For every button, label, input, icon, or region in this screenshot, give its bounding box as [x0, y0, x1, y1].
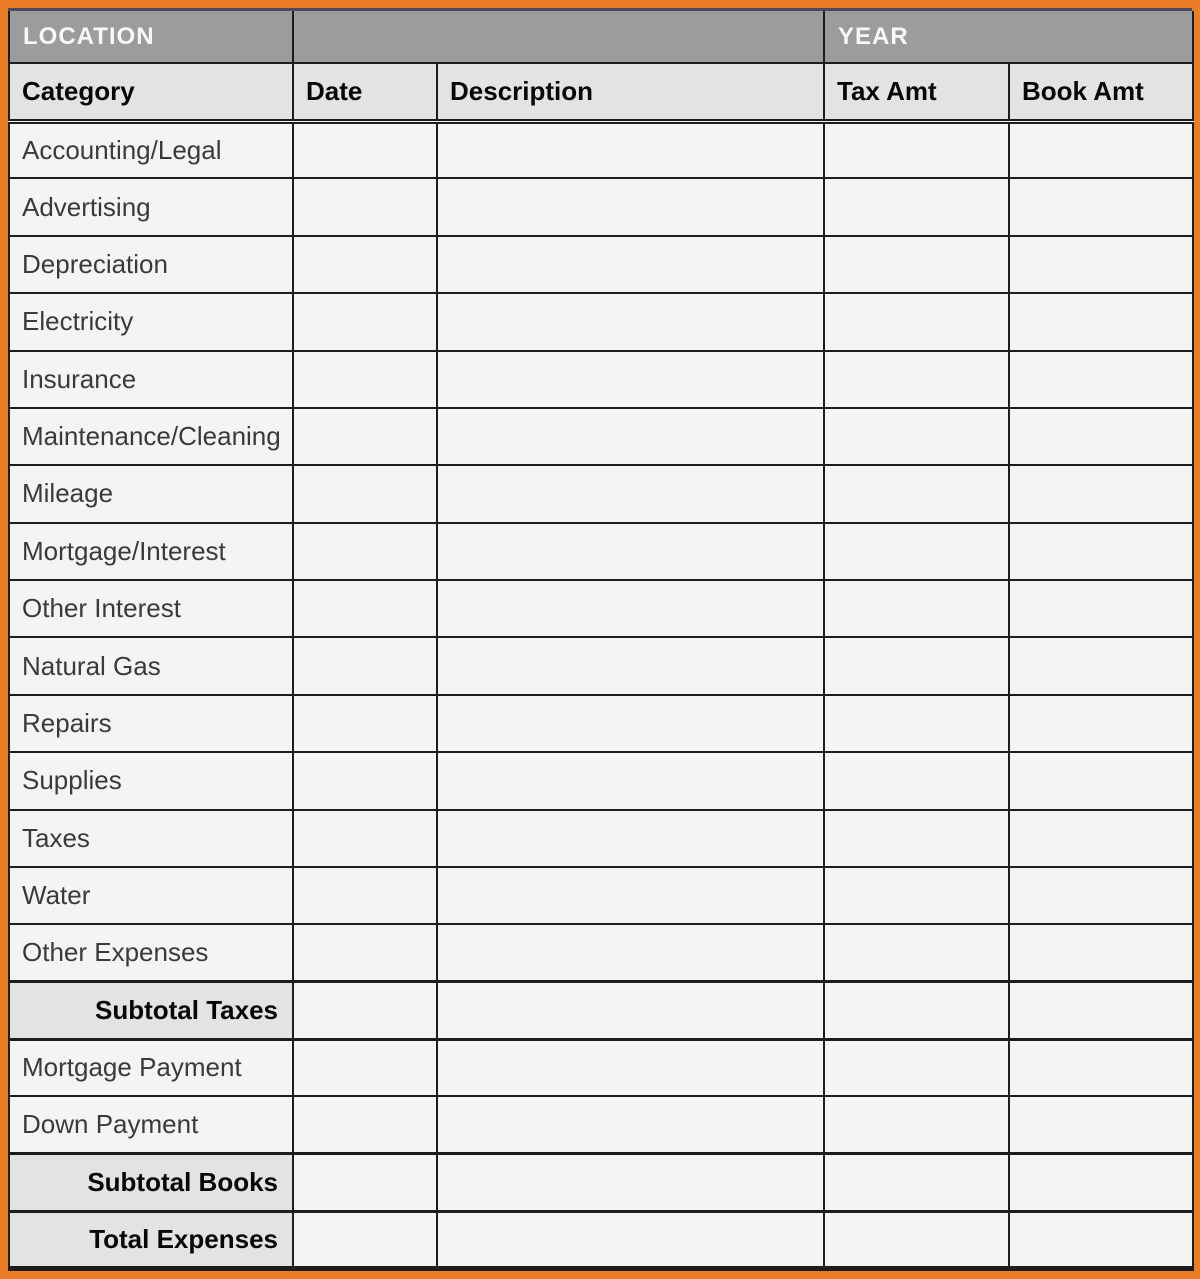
cell-down-payment-date[interactable] — [293, 1096, 437, 1153]
row-label-water: Water — [9, 867, 293, 924]
table-row-down-payment — [9, 1096, 1193, 1153]
table-row-maintenance-cleaning — [9, 408, 1193, 465]
table-row-advertising — [9, 178, 1193, 235]
cell-other-interest-tax_amt[interactable] — [824, 580, 1009, 637]
cell-repairs-book_amt[interactable] — [1009, 695, 1193, 752]
cell-mortgage-payment-tax_amt[interactable] — [824, 1039, 1009, 1096]
cell-depreciation-description[interactable] — [437, 236, 824, 293]
top-band-row — [9, 11, 1193, 63]
cell-other-expenses-date[interactable] — [293, 924, 437, 981]
row-label-mortgage-payment: Mortgage Payment — [9, 1039, 293, 1096]
table-row-natural-gas — [9, 637, 1193, 694]
column-header-row — [9, 63, 1193, 121]
table-row-repairs — [9, 695, 1193, 752]
cell-other-expenses-tax_amt[interactable] — [824, 924, 1009, 981]
table-row-insurance — [9, 351, 1193, 408]
cell-taxes-description[interactable] — [437, 810, 824, 867]
cell-subtotal-books-date[interactable] — [293, 1154, 437, 1211]
row-label-other-interest: Other Interest — [9, 580, 293, 637]
row-label-other-expenses: Other Expenses — [9, 924, 293, 981]
cell-supplies-tax_amt[interactable] — [824, 752, 1009, 809]
row-label-advertising: Advertising — [9, 178, 293, 235]
cell-mortgage-payment-description[interactable] — [437, 1039, 824, 1096]
cell-down-payment-book_amt[interactable] — [1009, 1096, 1193, 1153]
cell-other-interest-book_amt[interactable] — [1009, 580, 1193, 637]
cell-electricity-date[interactable] — [293, 293, 437, 350]
row-label-supplies: Supplies — [9, 752, 293, 809]
cell-total-expenses-book_amt[interactable] — [1009, 1211, 1193, 1268]
cell-advertising-tax_amt[interactable] — [824, 178, 1009, 235]
cell-mortgage-interest-tax_amt[interactable] — [824, 523, 1009, 580]
cell-advertising-description[interactable] — [437, 178, 824, 235]
cell-water-book_amt[interactable] — [1009, 867, 1193, 924]
table-row-mortgage-payment — [9, 1039, 1193, 1096]
cell-other-expenses-description[interactable] — [437, 924, 824, 981]
cell-maintenance-cleaning-tax_amt[interactable] — [824, 408, 1009, 465]
cell-maintenance-cleaning-book_amt[interactable] — [1009, 408, 1193, 465]
row-label-natural-gas: Natural Gas — [9, 637, 293, 694]
row-label-subtotal-taxes: Subtotal Taxes — [9, 982, 293, 1039]
cell-electricity-book_amt[interactable] — [1009, 293, 1193, 350]
row-label-accounting-legal: Accounting/Legal — [9, 121, 293, 178]
cell-supplies-date[interactable] — [293, 752, 437, 809]
row-label-depreciation: Depreciation — [9, 236, 293, 293]
cell-depreciation-tax_amt[interactable] — [824, 236, 1009, 293]
cell-mileage-tax_amt[interactable] — [824, 465, 1009, 522]
cell-repairs-tax_amt[interactable] — [824, 695, 1009, 752]
cell-advertising-book_amt[interactable] — [1009, 178, 1193, 235]
cell-supplies-book_amt[interactable] — [1009, 752, 1193, 809]
table-row-other-expenses — [9, 924, 1193, 981]
row-label-mileage: Mileage — [9, 465, 293, 522]
cell-insurance-date[interactable] — [293, 351, 437, 408]
cell-accounting-legal-tax_amt[interactable] — [824, 121, 1009, 178]
cell-water-tax_amt[interactable] — [824, 867, 1009, 924]
cell-subtotal-taxes-tax_amt[interactable] — [824, 982, 1009, 1039]
cell-mortgage-payment-date[interactable] — [293, 1039, 437, 1096]
cell-subtotal-taxes-description[interactable] — [437, 982, 824, 1039]
cell-water-date[interactable] — [293, 867, 437, 924]
table-row-water — [9, 867, 1193, 924]
cell-depreciation-date[interactable] — [293, 236, 437, 293]
cell-maintenance-cleaning-date[interactable] — [293, 408, 437, 465]
cell-depreciation-book_amt[interactable] — [1009, 236, 1193, 293]
column-header-description: Description — [437, 63, 824, 121]
cell-mileage-book_amt[interactable] — [1009, 465, 1193, 522]
cell-mortgage-interest-date[interactable] — [293, 523, 437, 580]
cell-taxes-date[interactable] — [293, 810, 437, 867]
cell-insurance-tax_amt[interactable] — [824, 351, 1009, 408]
row-label-subtotal-books: Subtotal Books — [9, 1154, 293, 1211]
table-row-mileage — [9, 465, 1193, 522]
cell-accounting-legal-description[interactable] — [437, 121, 824, 178]
cell-mortgage-payment-book_amt[interactable] — [1009, 1039, 1193, 1096]
column-header-category: Category — [9, 63, 293, 121]
cell-electricity-description[interactable] — [437, 293, 824, 350]
row-label-taxes: Taxes — [9, 810, 293, 867]
table-row-supplies — [9, 752, 1193, 809]
cell-taxes-book_amt[interactable] — [1009, 810, 1193, 867]
cell-maintenance-cleaning-description[interactable] — [437, 408, 824, 465]
year-header[interactable]: YEAR — [824, 11, 1193, 63]
table-row-subtotal-taxes — [9, 982, 1193, 1039]
cell-insurance-description[interactable] — [437, 351, 824, 408]
cell-natural-gas-description[interactable] — [437, 637, 824, 694]
cell-insurance-book_amt[interactable] — [1009, 351, 1193, 408]
table-row-other-interest — [9, 580, 1193, 637]
cell-advertising-date[interactable] — [293, 178, 437, 235]
cell-repairs-description[interactable] — [437, 695, 824, 752]
table-row-depreciation — [9, 236, 1193, 293]
cell-total-expenses-description[interactable] — [437, 1211, 824, 1268]
expense-table — [8, 11, 1194, 1271]
cell-total-expenses-date[interactable] — [293, 1211, 437, 1268]
row-label-down-payment: Down Payment — [9, 1096, 293, 1153]
cell-mileage-date[interactable] — [293, 465, 437, 522]
cell-accounting-legal-date[interactable] — [293, 121, 437, 178]
row-label-maintenance-cleaning: Maintenance/Cleaning — [9, 408, 293, 465]
cell-mortgage-interest-book_amt[interactable] — [1009, 523, 1193, 580]
cell-natural-gas-tax_amt[interactable] — [824, 637, 1009, 694]
cell-down-payment-description[interactable] — [437, 1096, 824, 1153]
row-label-total-expenses: Total Expenses — [9, 1211, 293, 1268]
cell-electricity-tax_amt[interactable] — [824, 293, 1009, 350]
cell-down-payment-tax_amt[interactable] — [824, 1096, 1009, 1153]
cell-other-interest-description[interactable] — [437, 580, 824, 637]
cell-total-expenses-tax_amt[interactable] — [824, 1211, 1009, 1268]
cell-supplies-description[interactable] — [437, 752, 824, 809]
location-value-cell[interactable] — [293, 11, 824, 63]
cell-other-expenses-book_amt[interactable] — [1009, 924, 1193, 981]
cell-subtotal-taxes-date[interactable] — [293, 982, 437, 1039]
cell-mortgage-interest-description[interactable] — [437, 523, 824, 580]
table-body — [9, 121, 1193, 1269]
column-header-date: Date — [293, 63, 437, 121]
table-row-taxes — [9, 810, 1193, 867]
row-label-mortgage-interest: Mortgage/Interest — [9, 523, 293, 580]
column-header-tax-amt: Tax Amt — [824, 63, 1009, 121]
expense-worksheet — [8, 8, 1192, 1271]
table-row-total-expenses — [9, 1211, 1193, 1268]
cell-natural-gas-date[interactable] — [293, 637, 437, 694]
location-header: LOCATION — [9, 11, 293, 63]
table-row-accounting-legal — [9, 121, 1193, 178]
cell-mileage-description[interactable] — [437, 465, 824, 522]
row-label-repairs: Repairs — [9, 695, 293, 752]
cell-subtotal-books-description[interactable] — [437, 1154, 824, 1211]
cell-accounting-legal-book_amt[interactable] — [1009, 121, 1193, 178]
row-label-electricity: Electricity — [9, 293, 293, 350]
table-row-subtotal-books — [9, 1154, 1193, 1211]
column-header-book-amt: Book Amt — [1009, 63, 1193, 121]
cell-subtotal-books-tax_amt[interactable] — [824, 1154, 1009, 1211]
table-row-mortgage-interest — [9, 523, 1193, 580]
cell-natural-gas-book_amt[interactable] — [1009, 637, 1193, 694]
cell-subtotal-books-book_amt[interactable] — [1009, 1154, 1193, 1211]
cell-other-interest-date[interactable] — [293, 580, 437, 637]
cell-water-description[interactable] — [437, 867, 824, 924]
table-row-electricity — [9, 293, 1193, 350]
cell-taxes-tax_amt[interactable] — [824, 810, 1009, 867]
row-label-insurance: Insurance — [9, 351, 293, 408]
cell-subtotal-taxes-book_amt[interactable] — [1009, 982, 1193, 1039]
cell-repairs-date[interactable] — [293, 695, 437, 752]
